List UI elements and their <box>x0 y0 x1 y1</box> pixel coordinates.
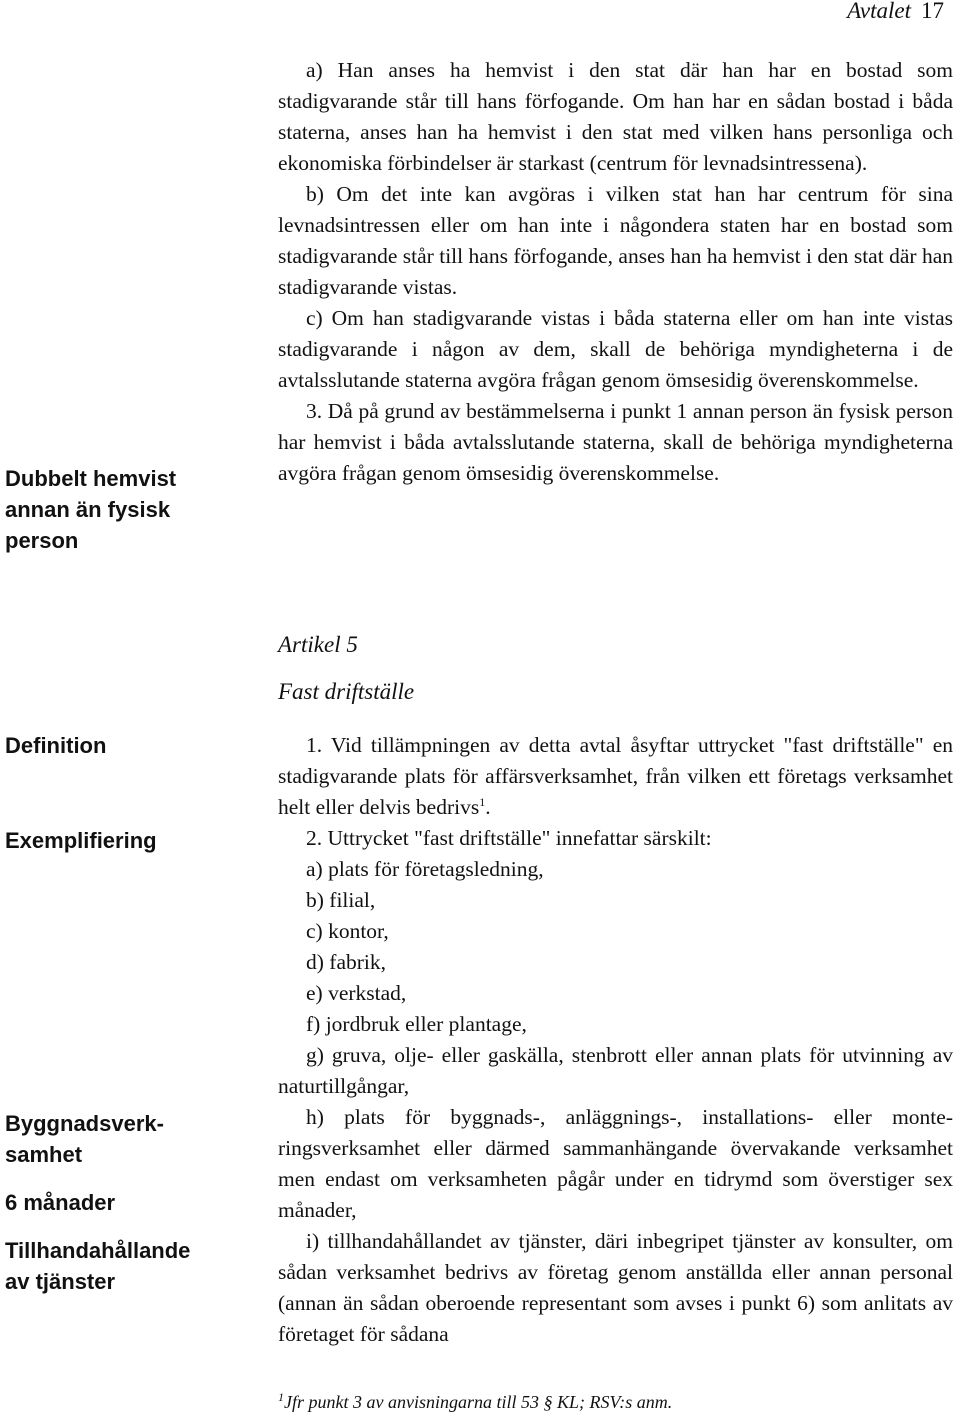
list-item: d) fabrik, <box>306 950 386 974</box>
paragraph-2c: c) Om han stadigvarande vistas i båda staterna eller om han inte vistas stadigvarande i någon av dem, skall de behöriga myndigheterna i de avtalsslutande staterna avgöra frågan genom ömsesidig överenskommelse. <box>278 306 953 392</box>
body-text-block-1 <box>278 55 953 489</box>
margin-note-services: Tillhandahållande av tjänster <box>5 1238 191 1294</box>
page-number: 17 <box>921 0 944 23</box>
list-item: i) tillhandahållandet av tjänster, däri inbegripet tjänster av konsulter, om sådan verksamhet bedrivs av företag genom anställda eller annan personal (annan än sådan oberoende representant som avses i punkt 6) som anlitats av företaget för sådana <box>278 1229 953 1346</box>
footnote-text: Jfr punkt 3 av anvisningarna till 53 § KL; RSV:s anm. <box>284 1392 673 1412</box>
footnote-marker: 1 <box>278 1390 284 1404</box>
body-text-block-2 <box>278 730 953 1350</box>
list-item: f) jordbruk eller plantage, <box>306 1012 527 1036</box>
margin-note-construction: Byggnadsverksamhet <box>5 1111 164 1167</box>
paragraph-definition-text: 1. Vid tillämpningen av detta avtal åsyftar uttrycket "fast driftställe" en stadigvarande plats för affärsverksamhet, från vilken ett företags verksamhet helt eller delvis bedrivs <box>278 733 953 819</box>
footnote <box>278 1392 672 1413</box>
list-item: a) plats för företagsledning, <box>306 857 544 881</box>
paragraph-examples: 2. Uttrycket "fast driftställe" innefattar särskilt: <box>306 826 712 850</box>
running-header <box>847 0 944 24</box>
article-subtitle: Fast driftställe <box>278 679 415 704</box>
paragraph-2b: b) Om det inte kan avgöras i vilken stat han har centrum för sina levnadsintressen eller om han inte i någondera staten har en bostad som stadigvarande står till hans förfogande, anses han ha hemvist i den stat där han stadigvarande vistas. <box>278 182 953 299</box>
list-item: h) plats för byggnads-, anläggnings-, installations- eller monteringsverksamhet eller därmed sammanhängande övervakande verksamhet men endast om verksamheten pågår under en tidrymd som överstiger sex månader, <box>278 1105 953 1222</box>
list-item: b) filial, <box>306 888 376 912</box>
list-item: e) verkstad, <box>306 981 407 1005</box>
margin-note-examples: Exemplifiering <box>5 828 157 853</box>
running-header-title: Avtalet <box>847 0 911 23</box>
margin-note-dual-residence: Dubbelt hemvist annan än fysisk person <box>5 466 177 553</box>
margin-note-six-months: 6 månader <box>5 1190 116 1215</box>
margin-note-definition: Definition <box>5 733 107 758</box>
paragraph-3: 3. Då på grund av bestämmelserna i punkt 1 annan person än fysisk person har hemvist i båda avtalsslutande staterna, skall de behöriga myndigheterna avgöra frågan genom ömsesidig överenskommelse. <box>278 399 953 485</box>
paragraph-definition-end: . <box>485 795 491 819</box>
list-item: c) kontor, <box>306 919 389 943</box>
paragraph-definition <box>278 730 953 823</box>
article-title: Artikel 5 <box>278 632 358 657</box>
footnote-reference: 1 <box>479 794 486 809</box>
list-item: g) gruva, olje- eller gaskälla, stenbrott eller annan plats för utvinning av naturtillgångar, <box>278 1043 953 1098</box>
paragraph-2a: a) Han anses ha hemvist i den stat där han har en bostad som stadigvarande står till hans förfogande. Om han har en sådan bostad i båda staterna, anses han ha hemvist i den stat med vilken hans personliga och ekonomiska förbindelser är starkast (centrum för levnadsintressena). <box>278 58 953 175</box>
